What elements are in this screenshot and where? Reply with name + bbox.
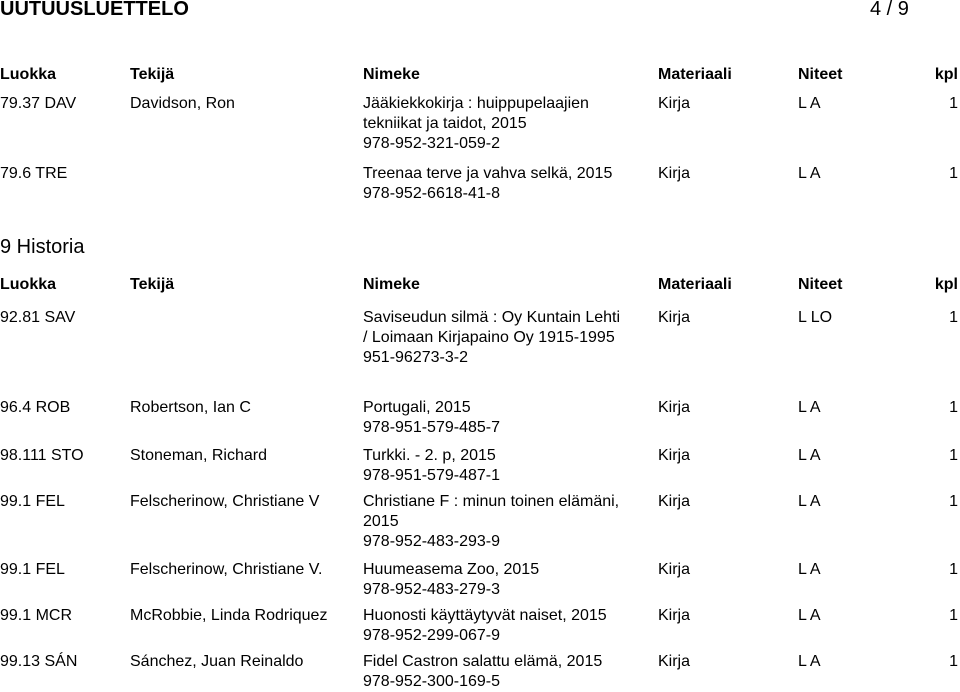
title-line: Treenaa terve ja vahva selkä, 2015 — [363, 165, 613, 182]
header-materiaali: Materiaali — [658, 66, 732, 83]
header-tekija: Tekijä — [130, 276, 175, 293]
title-line: Jääkiekkokirja : huippupelaajien — [363, 95, 589, 112]
author-name: Felscherinow, Christiane V — [130, 493, 320, 510]
copies-location: L A — [798, 493, 821, 510]
material-type: Kirja — [658, 493, 691, 510]
copy-count: 1 — [949, 447, 958, 464]
copy-count: 1 — [949, 399, 958, 416]
classification-code: 99.1 FEL — [0, 493, 65, 510]
material-type: Kirja — [658, 653, 691, 670]
isbn-text: 978-951-579-485-7 — [363, 419, 500, 436]
title-cell — [363, 94, 589, 154]
copy-count: 1 — [949, 309, 958, 326]
isbn-text: 978-952-483-293-9 — [363, 533, 500, 550]
title-cell — [363, 446, 500, 486]
header-nimeke: Nimeke — [363, 276, 420, 293]
copies-location: L A — [798, 95, 821, 112]
classification-code: 99.1 MCR — [0, 607, 73, 624]
title-line: Huonosti käyttäytyvät naiset, 2015 — [363, 607, 607, 624]
isbn-text: 978-952-6618-41-8 — [363, 185, 500, 202]
header-niteet: Niteet — [798, 66, 843, 83]
copy-count: 1 — [949, 165, 958, 182]
classification-code: 96.4 ROB — [0, 399, 71, 416]
isbn-text: 951-96273-3-2 — [363, 349, 468, 366]
document-title: UUTUUSLUETTELO — [0, 0, 189, 20]
copy-count: 1 — [949, 493, 958, 510]
isbn-text: 978-952-299-067-9 — [363, 627, 500, 644]
header-tekija: Tekijä — [130, 66, 175, 83]
author-name: Stoneman, Richard — [130, 447, 267, 464]
title-line: Christiane F : minun toinen elämäni, — [363, 493, 620, 510]
copy-count: 1 — [949, 653, 958, 670]
copies-location: L A — [798, 447, 821, 464]
title-line: 2015 — [363, 513, 399, 530]
author-name: Davidson, Ron — [130, 95, 235, 112]
title-cell — [363, 652, 602, 692]
copy-count: 1 — [949, 561, 958, 578]
header-luokka: Luokka — [0, 66, 57, 83]
title-cell — [363, 492, 619, 552]
copies-location: L A — [798, 399, 821, 416]
title-line: Turkki. - 2. p, 2015 — [363, 447, 496, 464]
classification-code: 92.81 SAV — [0, 309, 76, 326]
header-nimeke: Nimeke — [363, 66, 420, 83]
material-type: Kirja — [658, 447, 691, 464]
copies-location: L A — [798, 653, 821, 670]
title-cell — [363, 164, 612, 204]
copies-location: L A — [798, 607, 821, 624]
isbn-text: 978-952-321-059-2 — [363, 135, 500, 152]
header-materiaali: Materiaali — [658, 276, 732, 293]
material-type: Kirja — [658, 309, 691, 326]
copy-count: 1 — [949, 607, 958, 624]
author-name: Robertson, Ian C — [130, 399, 251, 416]
title-line: Fidel Castron salattu elämä, 2015 — [363, 653, 603, 670]
copy-count: 1 — [949, 95, 958, 112]
classification-code: 79.37 DAV — [0, 95, 77, 112]
header-niteet: Niteet — [798, 276, 843, 293]
title-cell — [363, 606, 607, 646]
title-cell — [363, 308, 620, 368]
classification-code: 99.1 FEL — [0, 561, 65, 578]
copies-location: L A — [798, 165, 821, 182]
title-line: / Loimaan Kirjapaino Oy 1915-1995 — [363, 329, 615, 346]
isbn-text: 978-952-483-279-3 — [363, 581, 500, 598]
classification-code: 98.111 STO — [0, 447, 84, 464]
copies-location: L A — [798, 561, 821, 578]
isbn-text: 978-951-579-487-1 — [363, 467, 500, 484]
classification-code: 99.13 SÁN — [0, 653, 78, 670]
copies-location: L LO — [798, 309, 833, 326]
material-type: Kirja — [658, 95, 691, 112]
title-line: Portugali, 2015 — [363, 399, 471, 416]
title-cell — [363, 398, 500, 438]
material-type: Kirja — [658, 399, 691, 416]
classification-code: 79.6 TRE — [0, 165, 68, 182]
author-name: Felscherinow, Christiane V. — [130, 561, 323, 578]
title-line: tekniikat ja taidot, 2015 — [363, 115, 527, 132]
page-number: 4 / 9 — [870, 0, 909, 20]
title-line: Huumeasema Zoo, 2015 — [363, 561, 540, 578]
header-kpl: kpl — [934, 276, 958, 293]
header-kpl: kpl — [934, 66, 958, 83]
author-name: Sánchez, Juan Reinaldo — [130, 653, 304, 670]
material-type: Kirja — [658, 607, 691, 624]
title-cell — [363, 560, 539, 600]
title-line: Saviseudun silmä : Oy Kuntain Lehti — [363, 309, 621, 326]
material-type: Kirja — [658, 561, 691, 578]
material-type: Kirja — [658, 165, 691, 182]
header-luokka: Luokka — [0, 276, 57, 293]
isbn-text: 978-952-300-169-5 — [363, 673, 500, 690]
section-title: 9 Historia — [0, 236, 85, 258]
author-name: McRobbie, Linda Rodriquez — [130, 607, 328, 624]
